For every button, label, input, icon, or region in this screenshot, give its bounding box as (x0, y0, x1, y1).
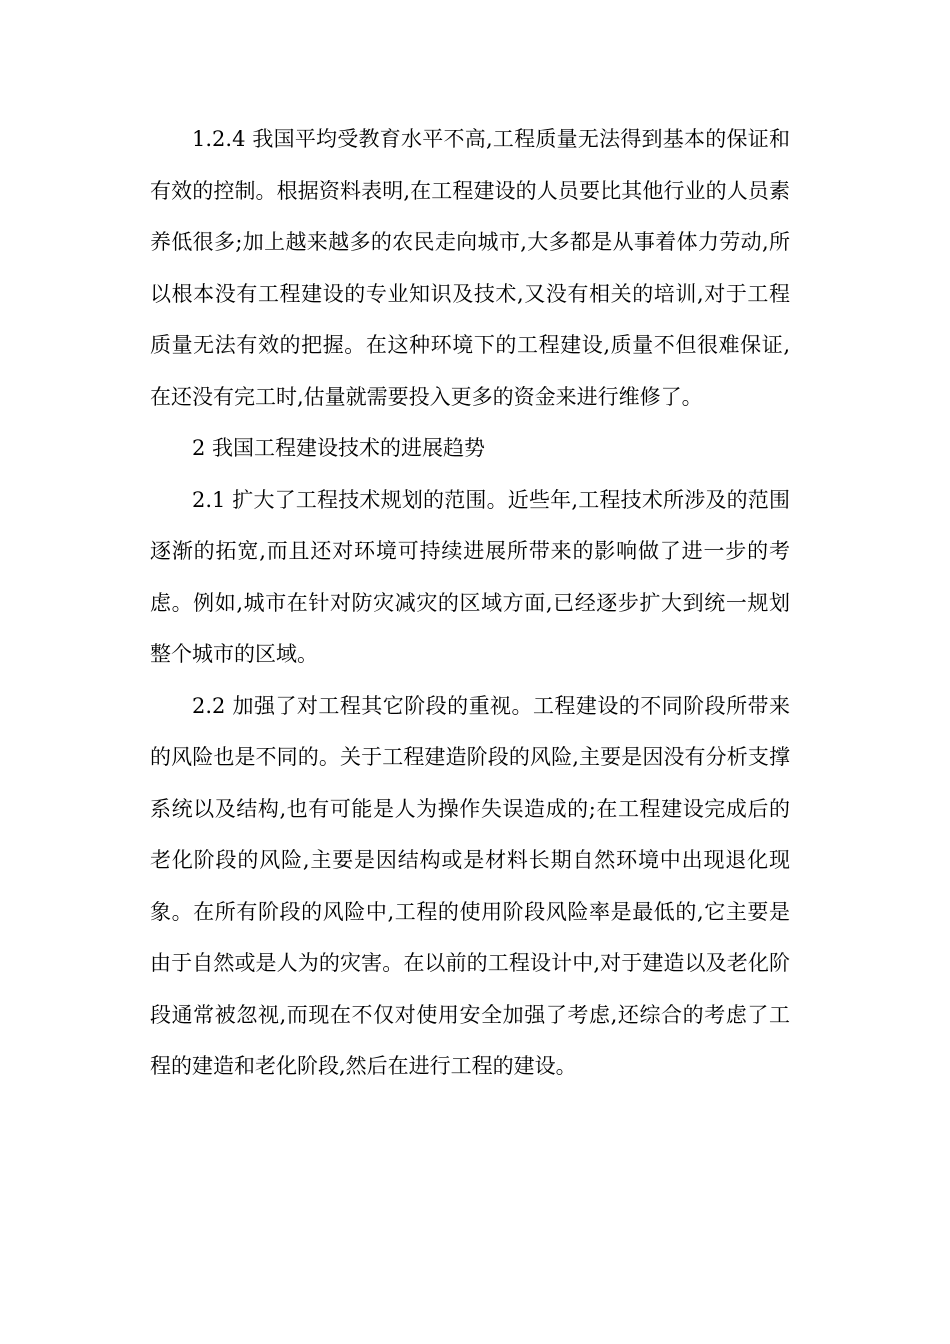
paragraph-2-2: 2.2 加强了对工程其它阶段的重视。工程建设的不同阶段所带来的风险也是不同的。关于工程建造阶段的风险,主要是因没有分析支撑系统以及结构,也有可能是人为操作失误造成的;在工程建设完成后的老化阶段的风险,主要是因结构或是材料长期自然环境中出现退化现象。在所有阶段的风险中,工程的使用阶段风险率是最低的,它主要是由于自然或是人为的灾害。在以前的工程设计中,对于建造以及老化阶段通常被忽视,而现在不仅对使用安全加强了考虑,还综合的考虑了工程的建造和老化阶段,然后在进行工程的建设。 (150, 693, 790, 1078)
paragraph-1-2-4: 1.2.4 我国平均受教育水平不高,工程质量无法得到基本的保证和有效的控制。根据资料表明,在工程建设的人员要比其他行业的人员素养低很多;加上越来越多的农民走向城市,大多都是从事着体力劳动,所以根本没有工程建设的专业知识及技术,又没有相关的培训,对于工程质量无法有效的把握。在这种环境下的工程建设,质量不但很难保证,在还没有完工时,估量就需要投入更多的资金来进行维修了。 (150, 127, 790, 409)
paragraph-2-1: 2.1 扩大了工程技术规划的范围。近些年,工程技术所涉及的范围逐渐的拓宽,而且还对环境可持续进展所带来的影响做了进一步的考虑。例如,城市在针对防灾减灾的区域方面,已经逐步扩大到统一规划整个城市的区域。 (150, 487, 790, 666)
document-page (150, 114, 790, 1093)
section-heading-2: 2 我国工程建设技术的进展趋势 (192, 436, 486, 460)
